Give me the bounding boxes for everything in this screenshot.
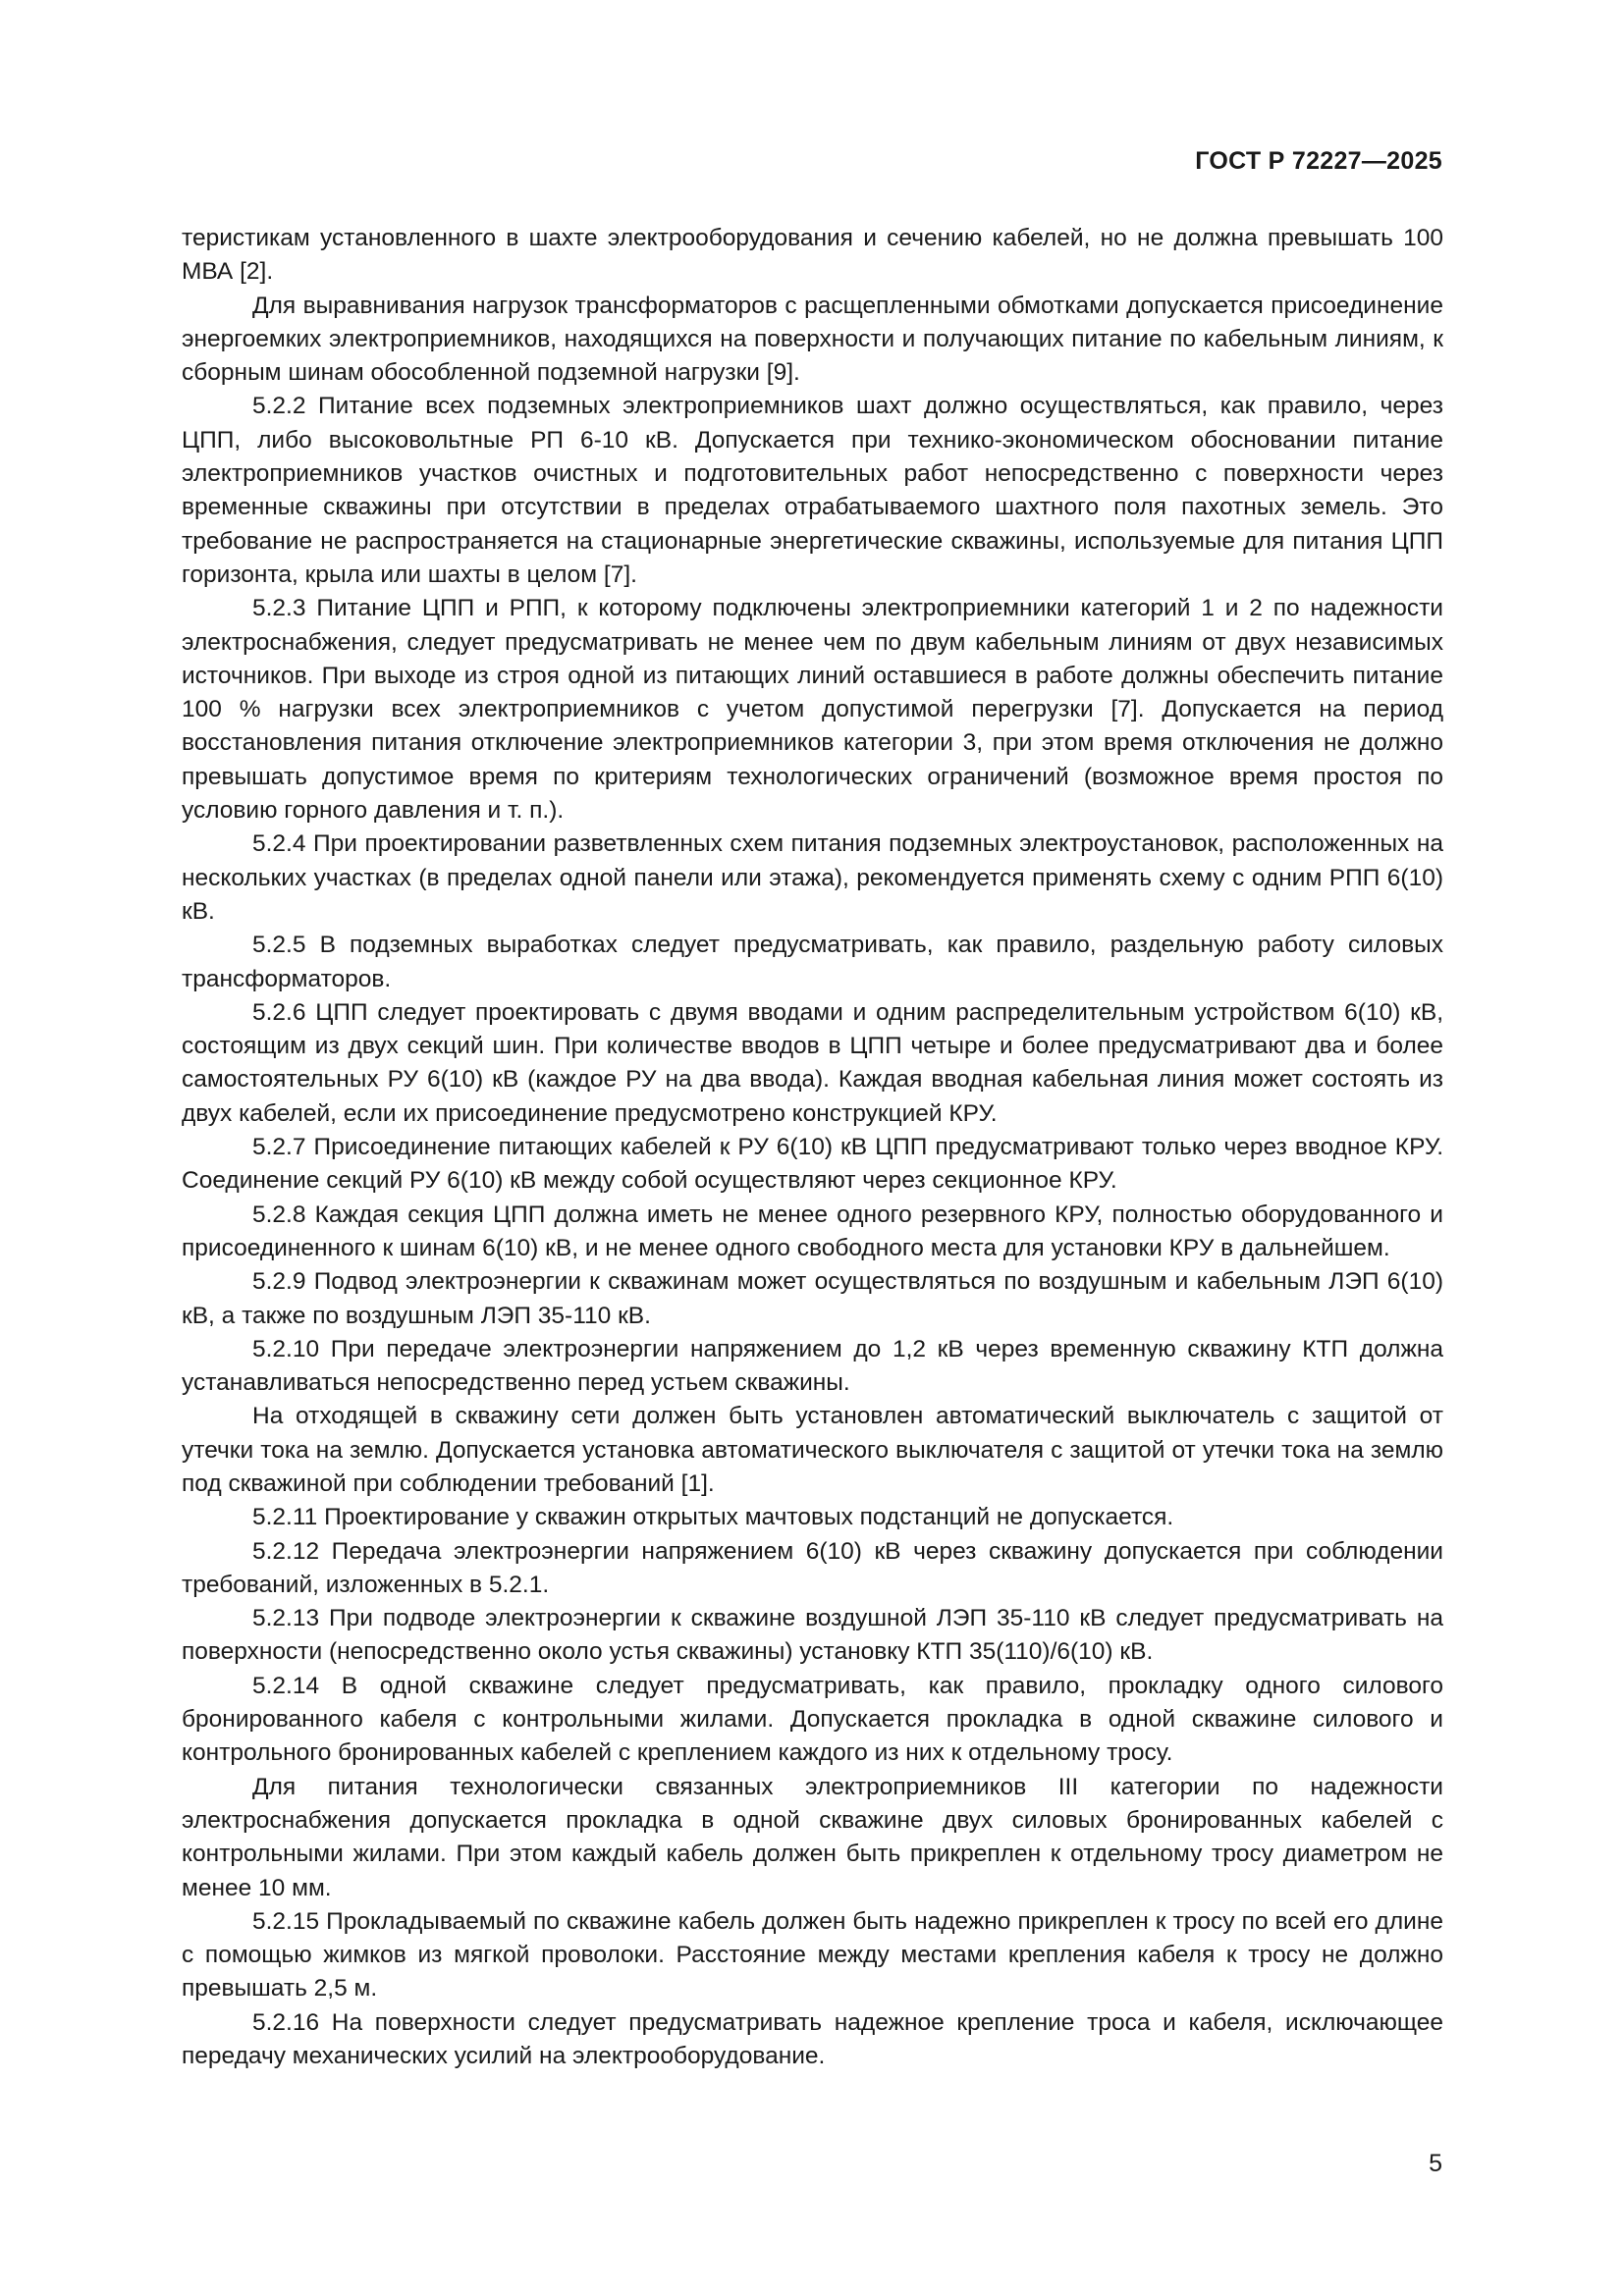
- paragraph-5-2-7: 5.2.7 Присоединение питающих кабелей к РУ 6(10) кВ ЦПП предусматривают только через вводное КРУ. Соединение секций РУ 6(10) кВ между собой осуществляют через секционное КРУ.: [182, 1134, 1443, 1195]
- paragraph: Для выравнивания нагрузок трансформаторов с расщепленными обмотками допускается присоединение энергоемких электроприемников, находящихся на поверхности и получающих питание по кабельным линиям, к сборным шинам обособленной подземной нагрузки [9].: [182, 292, 1443, 387]
- paragraph-5-2-15: 5.2.15 Прокладываемый по скважине кабель должен быть надежно прикреплен к тросу по всей его длине с помощью жимков из мягкой проволоки. Расстояние между местами крепления кабеля к тросу не должно превышать 2,5 м.: [182, 1907, 1443, 2002]
- paragraph-5-2-11: 5.2.11 Проектирование у скважин открытых мачтовых подстанций не допускается.: [252, 1504, 1174, 1531]
- paragraph-continuation: теристикам установленного в шахте электрооборудования и сечению кабелей, но не должна превышать 100 МВА [2].: [182, 225, 1443, 286]
- paragraph-5-2-12: 5.2.12 Передача электроэнергии напряжением 6(10) кВ через скважину допускается при соблюдении требований, изложенных в 5.2.1.: [182, 1537, 1443, 1598]
- paragraph-5-2-9: 5.2.9 Подвод электроэнергии к скважинам может осуществляться по воздушным и кабельным ЛЭП 6(10) кВ, а также по воздушным ЛЭП 35-110 кВ.: [182, 1268, 1443, 1329]
- paragraph-5-2-14: 5.2.14 В одной скважине следует предусматривать, как правило, прокладку одного силового бронированного кабеля с контрольными жилами. Допускается прокладка в одной скважине силового и контрольного бронированных кабелей с креплением каждого из них к отдельному тросу.: [182, 1672, 1443, 1767]
- page-number: 5: [1429, 2150, 1442, 2177]
- paragraph-5-2-10: 5.2.10 При передаче электроэнергии напряжением до 1,2 кВ через временную скважину КТП должна устанавливаться непосредственно перед устьем скважины.: [182, 1335, 1443, 1397]
- paragraph-5-2-8: 5.2.8 Каждая секция ЦПП должна иметь не менее одного резервного КРУ, полностью оборудованного и присоединенного к шинам 6(10) кВ, и не менее одного свободного места для установки КРУ в дальнейшем.: [182, 1201, 1443, 1261]
- paragraph-5-2-2: 5.2.2 Питание всех подземных электроприемников шахт должно осуществляться, как правило, через ЦПП, либо высоковольтные РП 6-10 кВ. Допускается при технико-экономическом обосновании питание электроприемников участков очистных и подготовительных работ непосредственно с поверхности через временные скважины при отсутствии в пределах отрабатываемого шахтного поля пахотных земель. Это требование не распространяется на стационарные энергетические скважины, используемые для питания ЦПП горизонта, крыла или шахты в целом [7].: [182, 393, 1443, 588]
- paragraph: Для питания технологически связанных электроприемников III категории по надежности электроснабжения допускается прокладка в одной скважине двух силовых бронированных кабелей с контрольными жилами. При этом каждый кабель должен быть прикреплен к отдельному тросу диаметром не менее 10 мм.: [182, 1773, 1443, 1901]
- paragraph: На отходящей в скважину сети должен быть установлен автоматический выключатель с защитой от утечки тока на землю. Допускается установка автоматического выключателя с защитой от утечки тока на землю под скважиной при соблюдении требований [1].: [182, 1403, 1443, 1497]
- paragraph-5-2-16: 5.2.16 На поверхности следует предусматривать надежное крепление троса и кабеля, исключающее передачу механических усилий на электрооборудование.: [182, 2008, 1443, 2070]
- paragraph-5-2-3: 5.2.3 Питание ЦПП и РПП, к которому подключены электроприемники категорий 1 и 2 по надежности электроснабжения, следует предусматривать не менее чем по двум кабельным линиям от двух независимых источников. При выходе из строя одной из питающих линий оставшиеся в работе должны обеспечить питание 100 % нагрузки всех электроприемников с учетом допустимой перегрузки [7]. Допускается на период восстановления питания отключение электроприемников категории 3, при этом время отключения не должно превышать допустимое время по критериям технологических ограничений (возможное время простоя по условию горного давления и т. п.).: [182, 595, 1443, 825]
- document-standard-header: ГОСТ Р 72227—2025: [1195, 147, 1442, 175]
- document-body: [182, 222, 1443, 2073]
- paragraph-5-2-4: 5.2.4 При проектировании разветвленных схем питания подземных электроустановок, расположенных на нескольких участках (в пределах одной панели или этажа), рекомендуется применять схему с одним РПП 6(10) кВ.: [182, 830, 1443, 925]
- paragraph-5-2-13: 5.2.13 При подводе электроэнергии к скважине воздушной ЛЭП 35-110 кВ следует предусматривать на поверхности (непосредственно около устья скважины) установку КТП 35(110)/6(10) кВ.: [182, 1605, 1443, 1666]
- paragraph-5-2-6: 5.2.6 ЦПП следует проектировать с двумя вводами и одним распределительным устройством 6(10) кВ, состоящим из двух секций шин. При количестве вводов в ЦПП четыре и более предусматривают два и более самостоятельных РУ 6(10) кВ (каждое РУ на два ввода). Каждая вводная кабельная линия может состоять из двух кабелей, если их присоединение предусмотрено конструкцией КРУ.: [182, 998, 1443, 1127]
- paragraph-5-2-5: 5.2.5 В подземных выработках следует предусматривать, как правило, раздельную работу силовых трансформаторов.: [182, 932, 1443, 992]
